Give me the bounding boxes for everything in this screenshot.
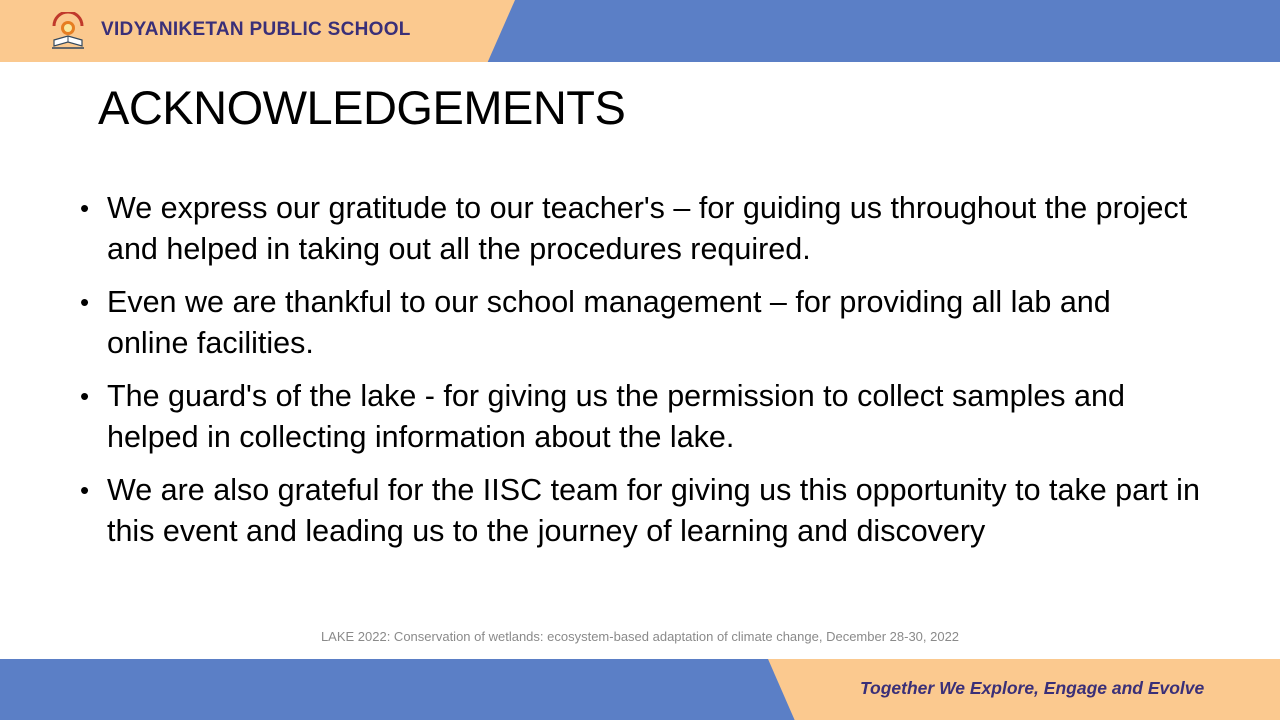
list-item — [80, 282, 1200, 363]
list-item — [80, 188, 1200, 269]
school-name: VIDYANIKETAN PUBLIC SCHOOL — [101, 19, 411, 40]
bullet-icon: • — [80, 381, 90, 411]
bullet-icon: • — [80, 475, 90, 505]
bullet-text: Even we are thankful to our school management – for providing all lab and online facilities. — [107, 285, 1111, 360]
bullet-text: We express our gratitude to our teacher's – for guiding us throughout the project and helped in taking out all the procedures required. — [107, 191, 1188, 266]
list-item — [80, 376, 1200, 457]
tagline: Together We Explore, Engage and Evolve — [860, 678, 1205, 698]
bullet-icon: • — [80, 193, 90, 223]
bullet-text: The guard's of the lake - for giving us the permission to collect samples and helped in collecting information about the lake. — [107, 379, 1125, 454]
school-emblem-icon — [48, 12, 88, 52]
list-item — [80, 470, 1200, 551]
slide-title: ACKNOWLEDGEMENTS — [98, 81, 626, 134]
bullet-icon: • — [80, 287, 90, 317]
bullet-text: We are also grateful for the IISC team for giving us this opportunity to take part in this event and leading us to the journey of learning and discovery — [107, 473, 1200, 548]
acknowledgement-list — [80, 188, 1200, 564]
event-footnote: LAKE 2022: Conservation of wetlands: ecosystem-based adaptation of climate change, December 28-30, 2022 — [320, 629, 960, 644]
